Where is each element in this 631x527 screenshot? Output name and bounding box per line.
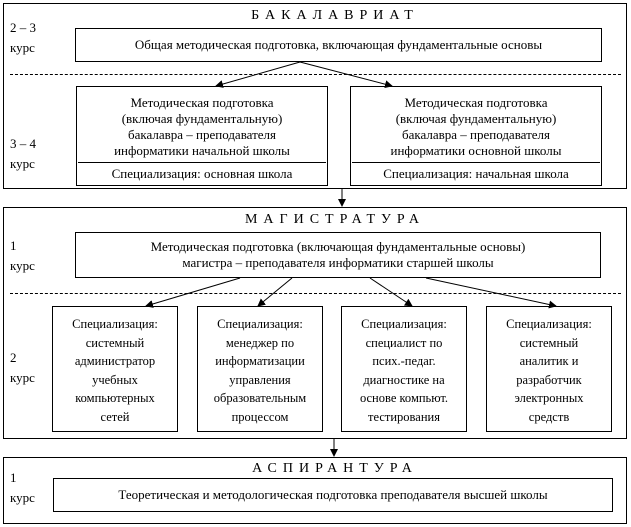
arrow-to-primary [216,62,300,86]
bachelor-course-2-3: 2 – 3 курс [10,20,36,55]
spec-network-admin-box: Специализация: системный администратор учебных компьютерных сетей [52,306,178,432]
bachelor-basic-spec: Специализация: начальная школа [383,166,569,181]
spec-diagnostics-box: Специализация: специалист по псих.-педаг. диагностике на основе компьют. тестирования [341,306,467,432]
arrow-to-spec-4 [426,278,556,306]
arrow-to-basic [300,62,392,86]
bachelor-course-3-4: 3 – 4 курс [10,136,36,171]
postgrad-training-box: Теоретическая и методологическая подготовка преподавателя высшей школы [53,478,613,512]
arrow-to-spec-3 [370,278,412,306]
arrow-to-spec-1 [146,278,240,306]
postgrad-course-1: 1 курс [10,470,35,505]
bachelor-primary-spec: Специализация: основная школа [111,166,293,181]
bachelor-primary-box: Методическая подготовка (включая фундаментальную) бакалавра – преподавателя информатики начальной школы [76,86,328,186]
master-course-2: 2 курс [10,350,35,385]
postgrad-title: АСПИРАНТУРА [252,461,418,476]
master-training-box: Методическая подготовка (включающая фундаментальные основы) магистра – преподавателя информатики старшей школы [75,232,601,278]
arrow-to-spec-2 [258,278,292,306]
general-training-box: Общая методическая подготовка, включающая фундаментальные основы [75,28,602,62]
spec-systems-analyst-box: Специализация: системный аналитик и разработчик электронных средств [486,306,612,432]
spec-informatization-manager-box: Специализация: менеджер по информатизации управления образовательным процессом [197,306,323,432]
master-course-1: 1 курс [10,238,35,273]
bachelor-title: БАКАЛАВРИАТ [251,8,419,23]
bachelor-basic-box: Методическая подготовка (включая фундаментальную) бакалавра – преподавателя информатики основной школы [350,86,602,186]
master-title: МАГИСТРАТУРА [244,212,426,227]
